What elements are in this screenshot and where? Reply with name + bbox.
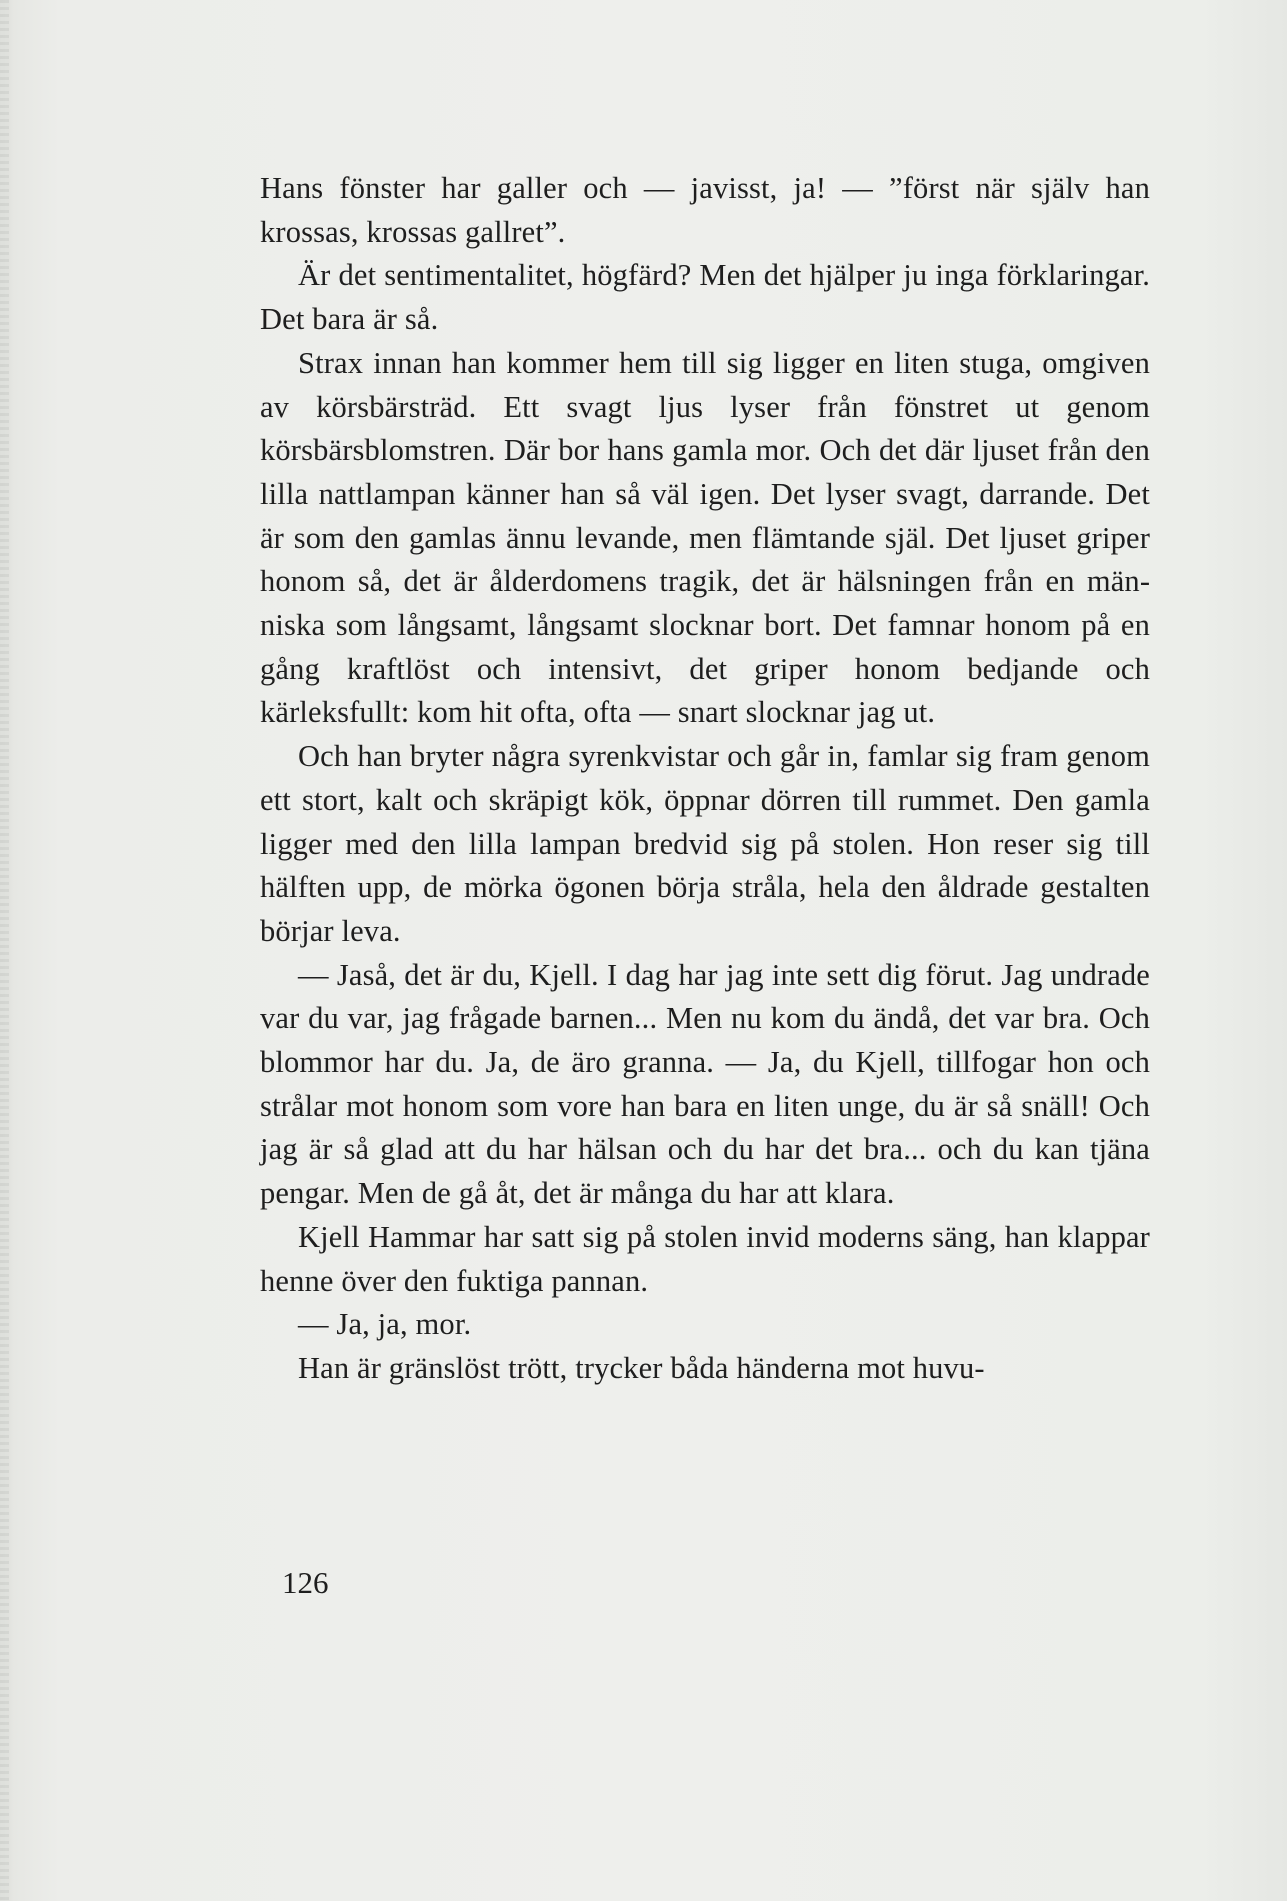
paragraph-7: — Ja, ja, mor. <box>298 1307 472 1342</box>
body-text <box>260 167 1150 1391</box>
paragraph-5: — Jaså, det är du, Kjell. I dag har jag inte sett dig förut. Jag undrade var du var, jag frågade barnen... Men nu kom du ändå, det var bra. Och blommor har du. Ja, de äro granna. — Ja, du Kjell, tillfogar hon och strålar mot honom som vore han bara en liten unge, du är så snäll! Och jag är så glad att du har hälsan och du har det bra... och du kan tjäna pengar. Men de gå åt, det är många du har att klara. <box>260 957 1150 1211</box>
page-number: 126 <box>282 1565 329 1600</box>
paragraph-6: Kjell Hammar har satt sig på stolen invid moderns säng, han klappar henne över den fuktiga pannan. <box>260 1219 1150 1298</box>
page-spine-edge <box>0 0 9 1901</box>
paragraph-2: Är det sentimentalitet, högfärd? Men det hjälper ju inga förklaringar. Det bara är så. <box>260 258 1150 337</box>
paragraph-8: Han är gränslöst trött, trycker båda händerna mot huvu- <box>298 1350 985 1385</box>
paragraph-3: Strax innan han kommer hem till sig ligger en liten stuga, omgiven av körsbärsträd. Ett svagt ljus lyser från fönstret ut genom körsbärsblomstren. Där bor hans gamla mor. Och det där ljuset från den lilla nattlampan känner han så väl igen. Det lyser svagt, darrande. Det är som den gamlas ännu levande, men flämtande själ. Det ljuset griper honom så, det är ålderdomens tragik, det är hälsningen från en människa som långsamt, långsamt slocknar bort. Det famnar honom på en gång kraftlöst och intensivt, det griper honom bedjande och kärleksfullt: kom hit ofta, ofta — snart slocknar jag ut. <box>260 345 1150 730</box>
paragraph-1: Hans fönster har galler och — javisst, ja! — ”först när själv han krossas, krossas gallret”. <box>260 171 1150 249</box>
paragraph-4: Och han bryter några syrenkvistar och går in, famlar sig fram genom ett stort, kalt och skräpigt kök, öppnar dörren till rummet. Den gamla ligger med den lilla lampan bredvid sig på stolen. Hon reser sig till hälften upp, de mörka ögonen börja stråla, hela den åldrade gestalten börjar leva. <box>260 739 1150 948</box>
